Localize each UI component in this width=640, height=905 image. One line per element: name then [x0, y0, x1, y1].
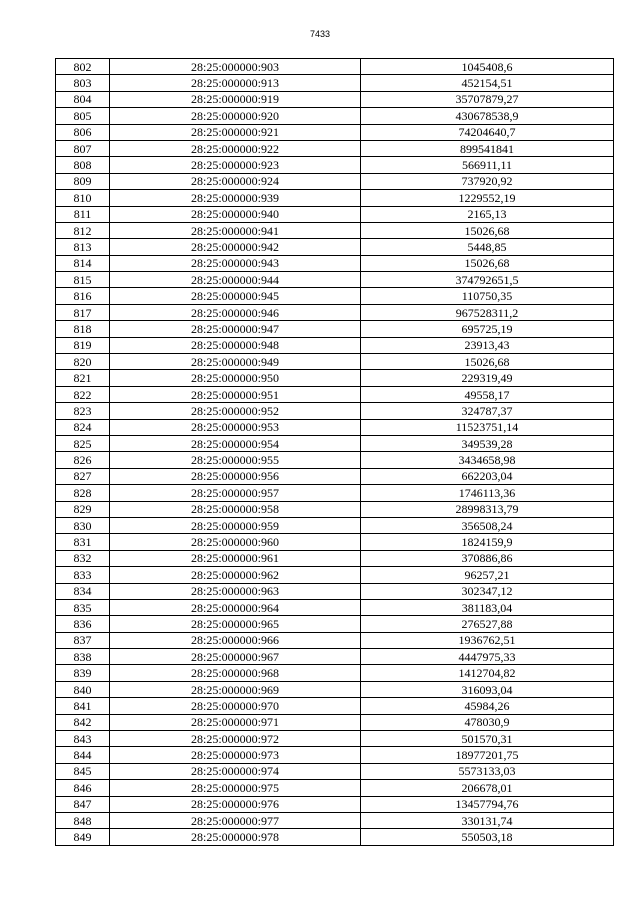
cadastral-number-cell: 28:25:000000:949 — [110, 354, 361, 370]
table-row — [56, 288, 614, 304]
table-row — [56, 452, 614, 468]
row-number-cell: 848 — [56, 812, 110, 828]
cadastral-number-cell: 28:25:000000:947 — [110, 321, 361, 337]
row-number-cell: 823 — [56, 403, 110, 419]
cadastral-number-cell: 28:25:000000:968 — [110, 665, 361, 681]
row-number-cell: 833 — [56, 567, 110, 583]
row-number-cell: 835 — [56, 599, 110, 615]
table-row — [56, 190, 614, 206]
row-number-cell: 842 — [56, 714, 110, 730]
row-number-cell: 802 — [56, 59, 110, 75]
value-cell: 2165,13 — [361, 206, 614, 222]
row-number-cell: 844 — [56, 747, 110, 763]
cadastral-number-cell: 28:25:000000:940 — [110, 206, 361, 222]
row-number-cell: 829 — [56, 501, 110, 517]
value-cell: 324787,37 — [361, 403, 614, 419]
cadastral-number-cell: 28:25:000000:965 — [110, 616, 361, 632]
value-cell: 18977201,75 — [361, 747, 614, 763]
value-cell: 276527,88 — [361, 616, 614, 632]
value-cell: 5448,85 — [361, 239, 614, 255]
value-cell: 370886,86 — [361, 550, 614, 566]
value-cell: 1045408,6 — [361, 59, 614, 75]
value-cell: 23913,43 — [361, 337, 614, 353]
value-cell: 316093,04 — [361, 681, 614, 697]
cadastral-number-cell: 28:25:000000:964 — [110, 599, 361, 615]
value-cell: 501570,31 — [361, 731, 614, 747]
cadastral-number-cell: 28:25:000000:969 — [110, 681, 361, 697]
table-row — [56, 796, 614, 812]
value-cell: 695725,19 — [361, 321, 614, 337]
value-cell: 349539,28 — [361, 435, 614, 451]
cadastral-number-cell: 28:25:000000:922 — [110, 140, 361, 156]
cadastral-number-cell: 28:25:000000:953 — [110, 419, 361, 435]
cadastral-number-cell: 28:25:000000:977 — [110, 812, 361, 828]
table-row — [56, 321, 614, 337]
cadastral-number-cell: 28:25:000000:971 — [110, 714, 361, 730]
table-row — [56, 157, 614, 173]
row-number-cell: 820 — [56, 354, 110, 370]
value-cell: 74204640,7 — [361, 124, 614, 140]
row-number-cell: 827 — [56, 468, 110, 484]
value-cell: 662203,04 — [361, 468, 614, 484]
row-number-cell: 846 — [56, 780, 110, 796]
cadastral-number-cell: 28:25:000000:972 — [110, 731, 361, 747]
table-row — [56, 206, 614, 222]
row-number-cell: 834 — [56, 583, 110, 599]
table-row — [56, 173, 614, 189]
table-row — [56, 616, 614, 632]
value-cell: 737920,92 — [361, 173, 614, 189]
table-row — [56, 255, 614, 271]
cadastral-number-cell: 28:25:000000:946 — [110, 304, 361, 320]
value-cell: 15026,68 — [361, 222, 614, 238]
table-row — [56, 747, 614, 763]
table-row — [56, 698, 614, 714]
cadastral-number-cell: 28:25:000000:943 — [110, 255, 361, 271]
row-number-cell: 811 — [56, 206, 110, 222]
row-number-cell: 816 — [56, 288, 110, 304]
cadastral-number-cell: 28:25:000000:976 — [110, 796, 361, 812]
row-number-cell: 832 — [56, 550, 110, 566]
table-row — [56, 665, 614, 681]
table-row — [56, 75, 614, 91]
cadastral-number-cell: 28:25:000000:921 — [110, 124, 361, 140]
cadastral-number-cell: 28:25:000000:960 — [110, 534, 361, 550]
table-body — [56, 59, 614, 846]
row-number-cell: 843 — [56, 731, 110, 747]
table-row — [56, 649, 614, 665]
table-row — [56, 763, 614, 779]
value-cell: 899541841 — [361, 140, 614, 156]
table-row — [56, 59, 614, 75]
row-number-cell: 828 — [56, 485, 110, 501]
table-row — [56, 435, 614, 451]
row-number-cell: 830 — [56, 517, 110, 533]
table-row — [56, 370, 614, 386]
cadastral-number-cell: 28:25:000000:950 — [110, 370, 361, 386]
table-row — [56, 140, 614, 156]
table-row — [56, 829, 614, 845]
value-cell: 45984,26 — [361, 698, 614, 714]
value-cell: 374792651,5 — [361, 272, 614, 288]
row-number-cell: 817 — [56, 304, 110, 320]
row-number-cell: 849 — [56, 829, 110, 845]
table-row — [56, 337, 614, 353]
table-row — [56, 485, 614, 501]
table-row — [56, 583, 614, 599]
cadastral-number-cell: 28:25:000000:944 — [110, 272, 361, 288]
cadastral-number-cell: 28:25:000000:920 — [110, 108, 361, 124]
row-number-cell: 831 — [56, 534, 110, 550]
row-number-cell: 824 — [56, 419, 110, 435]
table-row — [56, 272, 614, 288]
value-cell: 967528311,2 — [361, 304, 614, 320]
table-row — [56, 501, 614, 517]
row-number-cell: 819 — [56, 337, 110, 353]
value-cell: 1824159,9 — [361, 534, 614, 550]
row-number-cell: 805 — [56, 108, 110, 124]
row-number-cell: 825 — [56, 435, 110, 451]
row-number-cell: 814 — [56, 255, 110, 271]
cadastral-number-cell: 28:25:000000:966 — [110, 632, 361, 648]
table-row — [56, 550, 614, 566]
row-number-cell: 821 — [56, 370, 110, 386]
table-row — [56, 534, 614, 550]
cadastral-number-cell: 28:25:000000:974 — [110, 763, 361, 779]
cadastral-number-cell: 28:25:000000:978 — [110, 829, 361, 845]
value-cell: 49558,17 — [361, 386, 614, 402]
row-number-cell: 841 — [56, 698, 110, 714]
table-row — [56, 403, 614, 419]
table-row — [56, 632, 614, 648]
cadastral-number-cell: 28:25:000000:956 — [110, 468, 361, 484]
cadastral-number-cell: 28:25:000000:913 — [110, 75, 361, 91]
cadastral-number-cell: 28:25:000000:903 — [110, 59, 361, 75]
row-number-cell: 804 — [56, 91, 110, 107]
cadastral-number-cell: 28:25:000000:963 — [110, 583, 361, 599]
table-row — [56, 108, 614, 124]
value-cell: 4447975,33 — [361, 649, 614, 665]
value-cell: 96257,21 — [361, 567, 614, 583]
table-row — [56, 714, 614, 730]
row-number-cell: 818 — [56, 321, 110, 337]
table-row — [56, 731, 614, 747]
value-cell: 566911,11 — [361, 157, 614, 173]
value-cell: 13457794,76 — [361, 796, 614, 812]
table-row — [56, 239, 614, 255]
value-cell: 452154,51 — [361, 75, 614, 91]
table-row — [56, 599, 614, 615]
table-row — [56, 517, 614, 533]
row-number-cell: 836 — [56, 616, 110, 632]
table-row — [56, 222, 614, 238]
value-cell: 15026,68 — [361, 255, 614, 271]
value-cell: 206678,01 — [361, 780, 614, 796]
table-row — [56, 780, 614, 796]
cadastral-number-cell: 28:25:000000:942 — [110, 239, 361, 255]
cadastral-number-cell: 28:25:000000:975 — [110, 780, 361, 796]
page-number: 7433 — [309, 29, 331, 39]
row-number-cell: 813 — [56, 239, 110, 255]
row-number-cell: 822 — [56, 386, 110, 402]
cadastral-number-cell: 28:25:000000:967 — [110, 649, 361, 665]
row-number-cell: 812 — [56, 222, 110, 238]
value-cell: 550503,18 — [361, 829, 614, 845]
value-cell: 1412704,82 — [361, 665, 614, 681]
table-row — [56, 681, 614, 697]
cadastral-number-cell: 28:25:000000:961 — [110, 550, 361, 566]
row-number-cell: 803 — [56, 75, 110, 91]
value-cell: 35707879,27 — [361, 91, 614, 107]
row-number-cell: 845 — [56, 763, 110, 779]
cadastral-number-cell: 28:25:000000:923 — [110, 157, 361, 173]
value-cell: 356508,24 — [361, 517, 614, 533]
table-row — [56, 354, 614, 370]
value-cell: 15026,68 — [361, 354, 614, 370]
table-row — [56, 567, 614, 583]
row-number-cell: 826 — [56, 452, 110, 468]
row-number-cell: 840 — [56, 681, 110, 697]
row-number-cell: 810 — [56, 190, 110, 206]
row-number-cell: 837 — [56, 632, 110, 648]
table-row — [56, 304, 614, 320]
row-number-cell: 838 — [56, 649, 110, 665]
cadastral-number-cell: 28:25:000000:954 — [110, 435, 361, 451]
cadastral-number-cell: 28:25:000000:948 — [110, 337, 361, 353]
value-cell: 478030,9 — [361, 714, 614, 730]
table-row — [56, 124, 614, 140]
table-row — [56, 812, 614, 828]
value-cell: 330131,74 — [361, 812, 614, 828]
cadastral-number-cell: 28:25:000000:973 — [110, 747, 361, 763]
cadastral-number-cell: 28:25:000000:945 — [110, 288, 361, 304]
cadastral-number-cell: 28:25:000000:957 — [110, 485, 361, 501]
value-cell: 3434658,98 — [361, 452, 614, 468]
table-row — [56, 91, 614, 107]
cadastral-number-cell: 28:25:000000:924 — [110, 173, 361, 189]
cadastral-value-table — [55, 58, 614, 846]
value-cell: 1936762,51 — [361, 632, 614, 648]
value-cell: 229319,49 — [361, 370, 614, 386]
value-cell: 28998313,79 — [361, 501, 614, 517]
table-row — [56, 468, 614, 484]
value-cell: 1746113,36 — [361, 485, 614, 501]
value-cell: 430678538,9 — [361, 108, 614, 124]
cadastral-number-cell: 28:25:000000:941 — [110, 222, 361, 238]
row-number-cell: 815 — [56, 272, 110, 288]
value-cell: 11523751,14 — [361, 419, 614, 435]
value-cell: 302347,12 — [361, 583, 614, 599]
cadastral-number-cell: 28:25:000000:958 — [110, 501, 361, 517]
value-cell: 1229552,19 — [361, 190, 614, 206]
cadastral-number-cell: 28:25:000000:955 — [110, 452, 361, 468]
row-number-cell: 807 — [56, 140, 110, 156]
value-cell: 110750,35 — [361, 288, 614, 304]
cadastral-number-cell: 28:25:000000:951 — [110, 386, 361, 402]
row-number-cell: 839 — [56, 665, 110, 681]
table-row — [56, 386, 614, 402]
table-row — [56, 419, 614, 435]
cadastral-number-cell: 28:25:000000:952 — [110, 403, 361, 419]
value-cell: 381183,04 — [361, 599, 614, 615]
row-number-cell: 806 — [56, 124, 110, 140]
row-number-cell: 808 — [56, 157, 110, 173]
cadastral-number-cell: 28:25:000000:919 — [110, 91, 361, 107]
cadastral-number-cell: 28:25:000000:970 — [110, 698, 361, 714]
cadastral-number-cell: 28:25:000000:939 — [110, 190, 361, 206]
cadastral-number-cell: 28:25:000000:962 — [110, 567, 361, 583]
value-cell: 5573133,03 — [361, 763, 614, 779]
row-number-cell: 809 — [56, 173, 110, 189]
cadastral-number-cell: 28:25:000000:959 — [110, 517, 361, 533]
row-number-cell: 847 — [56, 796, 110, 812]
